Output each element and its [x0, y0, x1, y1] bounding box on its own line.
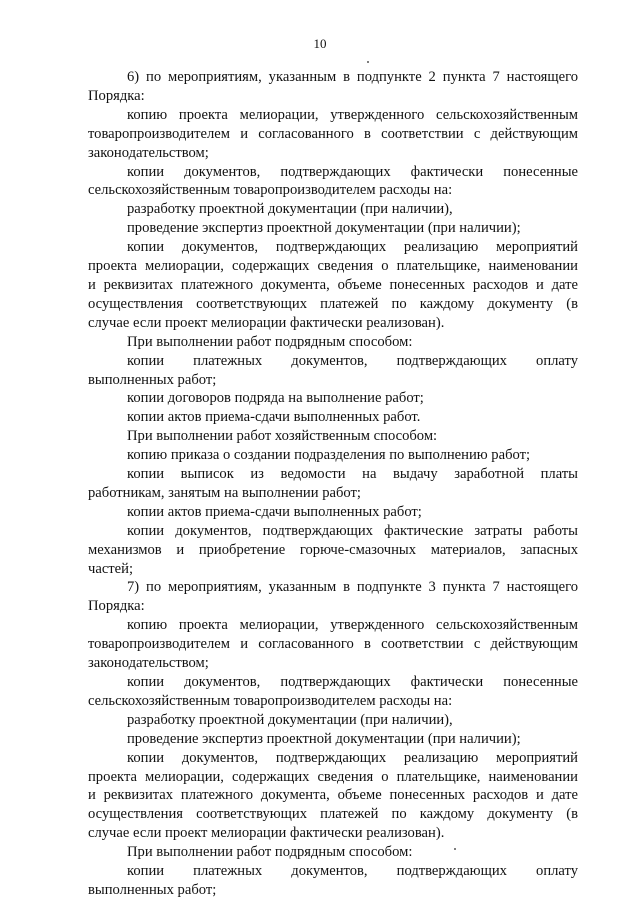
text-line: осуществления соответствующих платежей по каждому документу (в	[88, 806, 578, 823]
text-line: сельскохозяйственным товаропроизводителем расходы на:	[88, 692, 453, 709]
text-line: работникам, занятым на выполнении работ;	[88, 484, 361, 501]
text-line: механизмов и приобретение горюче-смазочных материалов, запасных	[88, 541, 578, 558]
text-line: Порядка:	[88, 87, 145, 104]
text-line: законодательством;	[88, 655, 209, 672]
text-line: При выполнении работ хозяйственным способом:	[127, 428, 438, 445]
text-line: товаропроизводителем и согласованного в соответствии с действующим	[88, 636, 578, 653]
text-line: и реквизитах платежного документа, объеме понесенных расходов и дате	[88, 787, 578, 804]
scan-speck	[367, 61, 369, 63]
text-line: копии договоров подряда на выполнение работ;	[127, 390, 424, 407]
text-line: выполненных работ;	[88, 881, 217, 898]
text-line: выполненных работ;	[88, 371, 217, 388]
text-line: товаропроизводителем и согласованного в соответствии с действующим	[88, 125, 578, 142]
text-line: При выполнении работ подрядным способом:	[127, 333, 413, 350]
text-line: разработку проектной документации (при наличии),	[127, 711, 453, 728]
text-line: копии выписок из ведомости на выдачу заработной платы	[127, 466, 578, 483]
text-line: случае если проект мелиорации фактически реализован).	[88, 314, 445, 331]
text-line: копию проекта мелиорации, утвержденного сельскохозяйственным	[127, 106, 578, 123]
text-line: сельскохозяйственным товаропроизводителем расходы на:	[88, 182, 453, 199]
text-line: копии актов приема-сдачи выполненных работ;	[127, 503, 422, 520]
text-line: проведение экспертиз проектной документации (при наличии);	[127, 730, 521, 747]
text-line: проекта мелиорации, содержащих сведения о плательщике, наименовании	[88, 768, 578, 785]
page-number: 10	[313, 36, 327, 51]
document-body	[88, 68, 578, 900]
text-line: копии документов, подтверждающих фактические затраты работы	[127, 522, 578, 539]
text-line: копии документов, подтверждающих фактически понесенные	[127, 163, 578, 180]
text-line: и реквизитах платежного документа, объеме понесенных расходов и дате	[88, 276, 578, 293]
text-line: копии документов, подтверждающих фактически понесенные	[127, 674, 578, 690]
text-line: случае если проект мелиорации фактически реализован).	[88, 825, 445, 842]
text-line: копию приказа о создании подразделения по выполнению работ;	[127, 447, 531, 464]
text-line: копии платежных документов, подтверждающих оплату	[127, 352, 578, 369]
text-line: копии документов, подтверждающих реализацию мероприятий	[127, 239, 578, 256]
text-line: При выполнении работ подрядным способом:	[127, 844, 413, 861]
text-line: осуществления соответствующих платежей по каждому документу (в	[88, 295, 578, 312]
text-line: проведение экспертиз проектной документации (при наличии);	[127, 220, 521, 237]
text-line: проекта мелиорации, содержащих сведения о плательщике, наименовании	[88, 258, 578, 275]
text-line: разработку проектной документации (при наличии),	[127, 201, 453, 218]
text-line: 7) по мероприятиям, указанным в подпункте 3 пункта 7 настоящего	[127, 579, 578, 596]
text-line: частей;	[88, 560, 134, 577]
text-line: копию проекта мелиорации, утвержденного сельскохозяйственным	[127, 617, 578, 634]
text-line: копии платежных документов, подтверждающих оплату	[127, 863, 578, 880]
text-line: 6) по мероприятиям, указанным в подпункте 2 пункта 7 настоящего	[127, 69, 578, 85]
text-line: копии документов, подтверждающих реализацию мероприятий	[127, 749, 578, 766]
text-line: копии актов приема-сдачи выполненных работ.	[127, 409, 421, 426]
text-line: Порядка:	[88, 598, 145, 615]
text-line: законодательством;	[88, 144, 209, 161]
